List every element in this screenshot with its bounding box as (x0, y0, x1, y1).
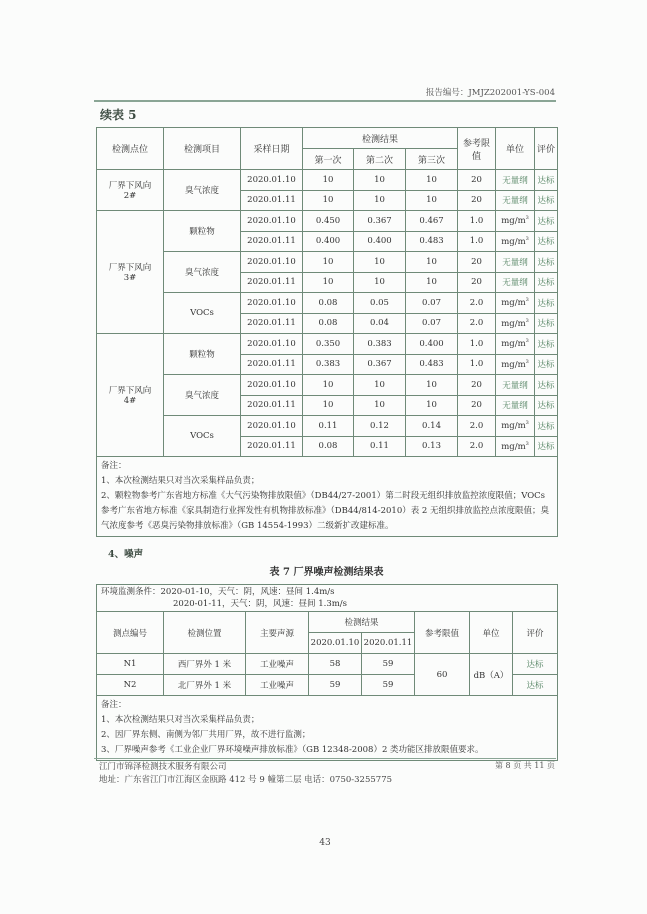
conditions-label: 环境监测条件： (101, 587, 161, 597)
value-1: 58 (309, 654, 362, 675)
value-1: 0.08 (303, 313, 354, 334)
source: 工业噪声 (246, 675, 309, 696)
value-1: 10 (303, 375, 354, 396)
value-3: 0.467 (406, 211, 458, 232)
test-item: 臭气浓度 (164, 375, 241, 416)
evaluation: 达标 (535, 190, 558, 211)
value-2: 0.383 (354, 334, 406, 355)
value-1: 0.08 (303, 436, 354, 457)
unit-superscript: 3 (525, 297, 529, 304)
unit-text: 无量纲 (502, 380, 528, 391)
value-3: 10 (406, 375, 458, 396)
sample-date: 2020.01.11 (241, 354, 303, 375)
value-3: 0.14 (406, 416, 458, 437)
evaluation: 达标 (535, 252, 558, 273)
note-line: 2、颗粒物参考广东省地方标准《大气污染物排放限值》（DB44/27-2001）第二时段无组织排放监控浓度限值；VOCs 参考广东省地方标准《家具制造行业挥发性有机物排放标准》（DB44/814-2010）表 2 无组织排放监控点浓度限值；臭气浓度参考《恶臭污染物排放标准》（GB 14554-1993）二级新扩改建标准。 (101, 491, 550, 531)
value-3: 10 (406, 252, 458, 273)
unit (496, 334, 535, 355)
table-7-title: 表 7 厂界噪声检测结果表 (269, 567, 384, 578)
test-item: 颗粒物 (164, 211, 241, 252)
unit (496, 436, 535, 457)
header-first: 第一次 (303, 149, 354, 170)
unit-superscript: 3 (525, 440, 529, 447)
value-1: 10 (303, 395, 354, 416)
header-rule (94, 100, 556, 102)
limit: 20 (458, 395, 496, 416)
unit (496, 190, 535, 211)
value-1: 0.08 (303, 293, 354, 314)
unit (496, 231, 535, 252)
source: 工业噪声 (246, 654, 309, 675)
unit-text: mg/m (501, 236, 526, 247)
table-row (97, 170, 558, 191)
sample-date: 2020.01.10 (241, 334, 303, 355)
header-unit: 单位 (496, 128, 535, 170)
test-item: 臭气浓度 (164, 252, 241, 293)
unit-superscript: 3 (525, 235, 529, 242)
table-row (97, 293, 558, 314)
unit-text: 无量纲 (502, 196, 528, 207)
unit (496, 272, 535, 293)
unit-text: 无量纲 (502, 278, 528, 289)
table-row (97, 416, 558, 437)
unit-superscript: 3 (525, 358, 529, 365)
point-id: N1 (97, 654, 164, 675)
value-3: 10 (406, 395, 458, 416)
note-line: 3、厂界噪声参考《工业企业厂界环境噪声排放标准》（GB 12348-2008）2 类功能区排放限值要求。 (101, 745, 484, 755)
evaluation: 达标 (513, 654, 558, 675)
limit: 20 (458, 375, 496, 396)
value-1: 10 (303, 252, 354, 273)
limit: 20 (458, 252, 496, 273)
sample-date: 2020.01.11 (241, 395, 303, 416)
value-3: 10 (406, 170, 458, 191)
table-5 (96, 127, 558, 537)
sample-date: 2020.01.11 (241, 190, 303, 211)
value-3: 0.400 (406, 334, 458, 355)
unit-text: 无量纲 (502, 401, 528, 412)
evaluation: 达标 (535, 334, 558, 355)
note-line: 1、本次检测结果只对当次采集样品负责； (101, 715, 260, 725)
unit-superscript: 3 (525, 420, 529, 427)
note-line: 1、本次检测结果只对当次采集样品负责； (101, 476, 260, 486)
unit-text: mg/m (501, 441, 526, 452)
header-unit: 单位 (470, 612, 513, 654)
test-item: 臭气浓度 (164, 170, 241, 211)
value-3: 0.483 (406, 354, 458, 375)
value-3: 0.07 (406, 293, 458, 314)
evaluation: 达标 (535, 170, 558, 191)
unit-text: mg/m (501, 359, 526, 370)
header-date-2: 2020.01.11 (362, 633, 415, 654)
value-3: 0.07 (406, 313, 458, 334)
location: 西厂界外 1 米 (164, 654, 246, 675)
value-3: 0.13 (406, 436, 458, 457)
value-2: 10 (354, 375, 406, 396)
evaluation: 达标 (535, 231, 558, 252)
value-1: 0.383 (303, 354, 354, 375)
unit (496, 211, 535, 232)
limit: 1.0 (458, 211, 496, 232)
unit (496, 313, 535, 334)
conditions-line-2: 2020-01-11，天气：阴，风速：昼间 1.3m/s (173, 599, 348, 609)
value-1: 0.11 (303, 416, 354, 437)
header-source: 主要声源 (246, 612, 309, 654)
unit-text: mg/m (501, 339, 526, 350)
note-line: 2、因厂界东侧、南侧为邻厂共用厂界，故不进行监测； (101, 730, 311, 740)
unit: dB（A） (470, 654, 513, 696)
sample-date: 2020.01.10 (241, 293, 303, 314)
table5-notes (97, 457, 558, 537)
sample-date: 2020.01.11 (241, 231, 303, 252)
test-item: VOCs (164, 416, 241, 457)
value-3: 10 (406, 190, 458, 211)
header-item: 检测项目 (164, 128, 241, 170)
unit (496, 170, 535, 191)
section-title-noise: 4、噪声 (108, 549, 144, 560)
unit (496, 375, 535, 396)
value-1: 0.450 (303, 211, 354, 232)
limit: 60 (415, 654, 470, 696)
value-2: 0.05 (354, 293, 406, 314)
value-2: 0.367 (354, 211, 406, 232)
sample-date: 2020.01.10 (241, 211, 303, 232)
evaluation: 达标 (535, 416, 558, 437)
evaluation: 达标 (535, 375, 558, 396)
unit (496, 293, 535, 314)
sample-date: 2020.01.10 (241, 170, 303, 191)
unit (496, 395, 535, 416)
table-row (97, 375, 558, 396)
monitoring-conditions (97, 585, 558, 612)
table-row (97, 252, 558, 273)
unit-text: mg/m (501, 318, 526, 329)
limit: 2.0 (458, 293, 496, 314)
sample-date: 2020.01.11 (241, 313, 303, 334)
header-location: 检测位置 (164, 612, 246, 654)
evaluation: 达标 (535, 436, 558, 457)
evaluation: 达标 (535, 395, 558, 416)
limit: 1.0 (458, 334, 496, 355)
evaluation: 达标 (535, 313, 558, 334)
header-id: 测点编号 (97, 612, 164, 654)
value-1: 10 (303, 190, 354, 211)
value-2: 10 (354, 170, 406, 191)
header-date: 采样日期 (241, 128, 303, 170)
value-1: 0.350 (303, 334, 354, 355)
company-name: 江门市锦泽检测技术服务有限公司 (99, 762, 227, 772)
limit: 20 (458, 272, 496, 293)
table-row (97, 334, 558, 355)
unit-superscript: 3 (525, 338, 529, 345)
value-2: 0.11 (354, 436, 406, 457)
sample-date: 2020.01.10 (241, 375, 303, 396)
report-number: 报告编号：JMJZ202001-YS-004 (425, 88, 555, 98)
unit (496, 354, 535, 375)
evaluation: 达标 (513, 675, 558, 696)
header-eval: 评价 (535, 128, 558, 170)
header-limit: 参考限值 (415, 612, 470, 654)
limit: 20 (458, 190, 496, 211)
value-3: 10 (406, 272, 458, 293)
monitoring-point: 厂界下风向 3# (97, 211, 164, 334)
header-limit: 参考限值 (458, 128, 496, 170)
monitoring-point: 厂界下风向 2# (97, 170, 164, 211)
unit (496, 252, 535, 273)
value-2: 0.12 (354, 416, 406, 437)
table7-notes (97, 696, 558, 761)
sample-date: 2020.01.10 (241, 416, 303, 437)
limit: 2.0 (458, 416, 496, 437)
page-number: 43 (319, 838, 331, 848)
limit: 1.0 (458, 231, 496, 252)
value-1: 59 (309, 675, 362, 696)
company-address: 地址：广东省江门市江海区金瓯路 412 号 9 幢第二层 电话：0750-3255775 (99, 775, 393, 785)
value-1: 10 (303, 272, 354, 293)
value-2: 59 (362, 654, 415, 675)
value-2: 0.367 (354, 354, 406, 375)
sample-date: 2020.01.10 (241, 252, 303, 273)
evaluation: 达标 (535, 354, 558, 375)
evaluation: 达标 (535, 272, 558, 293)
unit (496, 416, 535, 437)
header-result: 检测结果 (309, 612, 415, 633)
unit-text: 无量纲 (502, 257, 528, 268)
notes-title: 备注： (101, 461, 127, 471)
header-eval: 评价 (513, 612, 558, 654)
limit: 20 (458, 170, 496, 191)
test-item: VOCs (164, 293, 241, 334)
sample-date: 2020.01.11 (241, 436, 303, 457)
table-continuation-title: 续表 5 (100, 108, 137, 122)
value-1: 10 (303, 170, 354, 191)
unit-text: mg/m (501, 216, 526, 227)
header-date-1: 2020.01.10 (309, 633, 362, 654)
value-2: 59 (362, 675, 415, 696)
value-2: 10 (354, 395, 406, 416)
limit: 2.0 (458, 436, 496, 457)
test-item: 颗粒物 (164, 334, 241, 375)
conditions-line-1: 2020-01-10，天气：阴，风速：昼间 1.4m/s (160, 587, 335, 597)
unit-text: mg/m (501, 421, 526, 432)
unit-superscript: 3 (525, 215, 529, 222)
point-id: N2 (97, 675, 164, 696)
evaluation: 达标 (535, 211, 558, 232)
evaluation: 达标 (535, 293, 558, 314)
header-third: 第三次 (406, 149, 458, 170)
value-2: 10 (354, 272, 406, 293)
page-indicator: 第 8 页 共 11 页 (495, 761, 555, 770)
sample-date: 2020.01.11 (241, 272, 303, 293)
unit-text: 无量纲 (502, 175, 528, 186)
value-2: 0.04 (354, 313, 406, 334)
value-2: 10 (354, 190, 406, 211)
footer-rule (94, 758, 556, 759)
unit-text: mg/m (501, 298, 526, 309)
table-7 (96, 584, 558, 761)
table-row (97, 211, 558, 232)
limit: 2.0 (458, 313, 496, 334)
header-second: 第二次 (354, 149, 406, 170)
value-3: 0.483 (406, 231, 458, 252)
unit-superscript: 3 (525, 317, 529, 324)
value-1: 0.400 (303, 231, 354, 252)
monitoring-point: 厂界下风向 4# (97, 334, 164, 457)
value-2: 0.400 (354, 231, 406, 252)
header-result: 检测结果 (303, 128, 458, 149)
header-point: 检测点位 (97, 128, 164, 170)
limit: 1.0 (458, 354, 496, 375)
location: 北厂界外 1 米 (164, 675, 246, 696)
notes-title: 备注： (101, 700, 127, 710)
value-2: 10 (354, 252, 406, 273)
table-row (97, 654, 558, 675)
